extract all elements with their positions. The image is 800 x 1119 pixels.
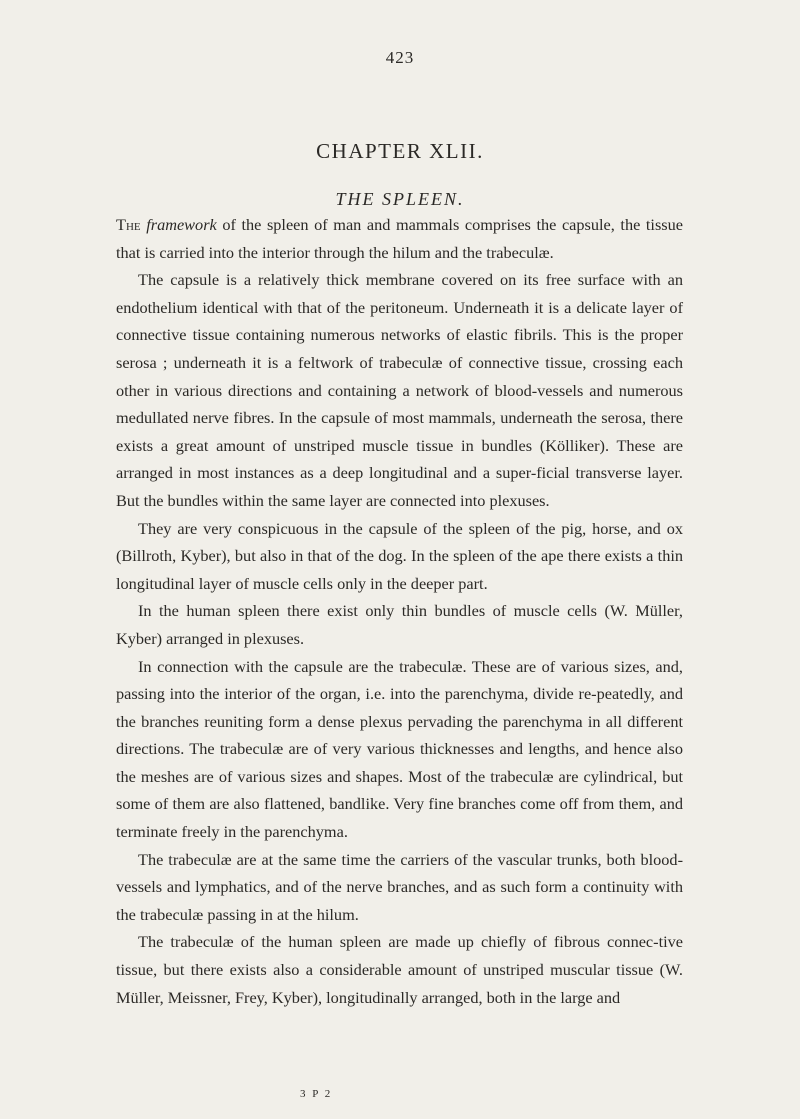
paragraph-2: The capsule is a relatively thick membrane covered on its free surface with an endothelium identical with that of the peritoneum. Underneath it is a delicate layer of connective tissue containing numerous networks of elastic fibrils. This is the proper serosa ; underneath it is a feltwork of trabeculæ of connective tissue, crossing each other in various directions and containing a network of blood-vessels and numerous medullated nerve fibres. In the capsule of most mammals, underneath the serosa, there exists a great amount of unstriped muscle tissue in bundles (Kölliker). These are arranged in most instances as a deep longitudinal and a super-ficial transverse layer. But the bundles within the same layer are connected into plexuses. bbox=[116, 270, 683, 510]
italic-term: framework bbox=[146, 215, 217, 234]
body-text bbox=[116, 211, 683, 1011]
signature-mark: 3 P 2 bbox=[300, 1088, 333, 1100]
chapter-title: CHAPTER XLII. bbox=[316, 139, 484, 163]
page-number: 423 bbox=[385, 48, 415, 67]
paragraph-6: The trabeculæ are at the same time the carriers of the vascular trunks, both blood-vessels and lymphatics, and of the nerve branches, and as such form a continuity with the trabeculæ passing in at the hilum. bbox=[116, 849, 683, 924]
paragraph-4: In the human spleen there exist only thin bundles of muscle cells (W. Müller, Kyber) arranged in plexuses. bbox=[116, 601, 683, 648]
paragraph-1 bbox=[116, 211, 683, 266]
paragraph-7: The trabeculæ of the human spleen are made up chiefly of fibrous connec-tive tissue, but there exists also a considerable amount of unstriped muscular tissue (W. Müller, Meissner, Frey, Kyber), longitudinally arranged, both in the large and bbox=[116, 932, 683, 1007]
paragraph-3: They are very conspicuous in the capsule of the spleen of the pig, horse, and ox (Billroth, Kyber), but also in that of the dog. In the spleen of the ape there exists a thin longitudinal layer of muscle cells only in the deeper part. bbox=[116, 518, 683, 593]
section-title: THE SPLEEN. bbox=[335, 189, 465, 209]
paragraph-5: In connection with the capsule are the trabeculæ. These are of various sizes, and, passing into the interior of the organ, i.e. into the parenchyma, divide re-peatedly, and the branches reuniting form a dense plexus pervading the parenchyma in all different directions. The trabeculæ are of very various thicknesses and lengths, and hence also the meshes are of various sizes and shapes. Most of the trabeculæ are cylindrical, but some of them are also flattened, bandlike. Very fine branches come off from them, and terminate freely in the parenchyma. bbox=[116, 656, 683, 842]
paragraph-1-text: of the spleen of man and mammals comprises the capsule, the tissue that is carried into the interior through the hilum and the trabeculæ. bbox=[116, 215, 683, 262]
lead-word: The bbox=[116, 215, 141, 234]
